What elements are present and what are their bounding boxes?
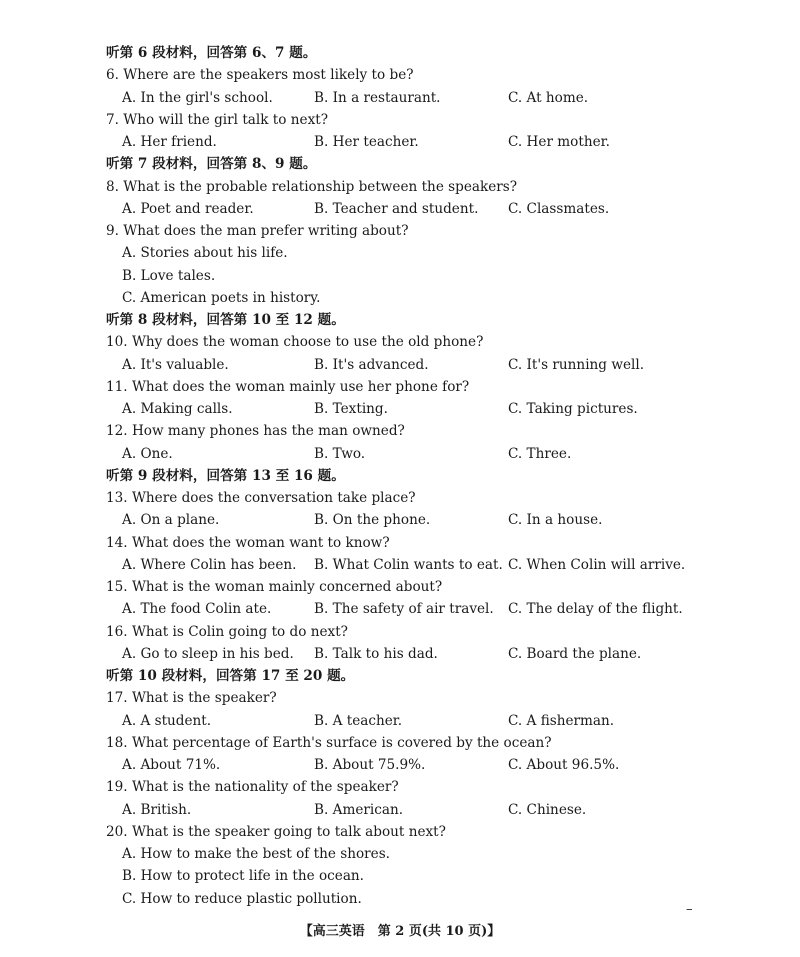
answer-option-a: A. Making calls. <box>122 401 233 417</box>
answer-option-a: A. On a plane. <box>122 512 220 529</box>
answer-option-b: B. In a restaurant. <box>314 89 441 106</box>
question-stem: 17. What is the speaker? <box>106 690 277 707</box>
question-stem: 13. Where does the conversation take place? <box>106 490 416 506</box>
answer-options-row <box>106 509 766 531</box>
answer-option-a: A. Where Colin has been. <box>122 556 297 573</box>
answer-option-a: A. Her friend. <box>122 134 217 150</box>
answer-option-c: C. Taking pictures. <box>508 401 638 417</box>
page-footer: 【高三英语 第 2 页(共 10 页)】 <box>299 924 501 939</box>
answer-option-a: A. British. <box>122 801 192 818</box>
question-list <box>106 42 766 910</box>
answer-options-row <box>106 87 766 109</box>
answer-options-row <box>106 598 766 620</box>
answer-option-a: A. The food Colin ate. <box>122 601 272 618</box>
answer-option-b: B. On the phone. <box>314 512 431 529</box>
answer-option-b: B. American. <box>314 801 404 818</box>
answer-options-row <box>106 710 766 732</box>
answer-option-c: C. It's running well. <box>508 356 645 373</box>
answer-option-a: A. One. <box>122 445 173 462</box>
answer-options-row <box>106 643 766 665</box>
answer-option: C. How to reduce plastic pollution. <box>122 890 362 907</box>
answer-option-b: B. A teacher. <box>314 712 403 729</box>
question-stem: 10. Why does the woman choose to use the old phone? <box>106 334 484 351</box>
answer-option-c: C. The delay of the flight. <box>508 601 683 618</box>
answer-option: B. How to protect life in the ocean. <box>122 868 365 885</box>
question-stem: 8. What is the probable relationship between the speakers? <box>106 178 518 195</box>
section-heading: 听第 9 段材料，回答第 13 至 16 题。 <box>106 467 345 484</box>
answer-options-row <box>106 443 766 465</box>
answer-option-b: B. Her teacher. <box>314 134 419 150</box>
answer-option-a: A. About 71%. <box>122 757 221 773</box>
answer-option-b: B. Two. <box>314 445 366 462</box>
answer-option-b: B. About 75.9%. <box>314 757 426 773</box>
question-stem: 20. What is the speaker going to talk about next? <box>106 823 446 840</box>
question-stem: 19. What is the nationality of the speaker? <box>106 779 399 796</box>
answer-option-b: B. It's advanced. <box>314 356 429 373</box>
question-stem: 6. Where are the speakers most likely to be? <box>106 67 414 84</box>
question-stem: 7. Who will the girl talk to next? <box>106 111 328 128</box>
question-stem: 14. What does the woman want to know? <box>106 534 390 551</box>
question-stem: 15. What is the woman mainly concerned about? <box>106 579 443 595</box>
answer-option-c: C. Chinese. <box>508 801 587 818</box>
section-heading: 听第 8 段材料，回答第 10 至 12 题。 <box>106 312 345 328</box>
answer-options-row <box>106 554 766 576</box>
answer-option: A. How to make the best of the shores. <box>122 846 390 862</box>
corner-mark: – <box>686 902 693 917</box>
answer-option-c: C. Board the plane. <box>508 645 642 662</box>
section-heading: 听第 10 段材料，回答第 17 至 20 题。 <box>106 668 355 684</box>
answer-options-row <box>106 354 766 376</box>
answer-option-c: C. Classmates. <box>508 200 610 217</box>
answer-option-b: B. Talk to his dad. <box>314 645 438 662</box>
answer-option-c: C. At home. <box>508 89 589 106</box>
answer-options-row <box>106 131 766 153</box>
answer-option-b: B. Teacher and student. <box>314 200 479 217</box>
answer-options-row <box>106 198 766 220</box>
question-stem: 12. How many phones has the man owned? <box>106 423 405 440</box>
answer-option-a: A. A student. <box>122 712 212 729</box>
answer-option-c: C. A fisherman. <box>508 712 615 729</box>
answer-option-c: C. When Colin will arrive. <box>508 556 686 573</box>
answer-option-b: B. Texting. <box>314 401 388 417</box>
answer-option-c: C. Her mother. <box>508 134 610 150</box>
answer-options-row <box>106 799 766 821</box>
answer-option: C. American poets in history. <box>122 289 321 306</box>
question-stem: 9. What does the man prefer writing about? <box>106 223 409 239</box>
answer-option: A. Stories about his life. <box>122 245 288 262</box>
answer-option: B. Love tales. <box>122 267 216 284</box>
question-stem: 16. What is Colin going to do next? <box>106 623 348 640</box>
answer-option-a: A. Poet and reader. <box>122 200 254 217</box>
answer-options-row <box>106 398 766 420</box>
answer-option-c: C. In a house. <box>508 512 603 529</box>
answer-option-a: A. Go to sleep in his bed. <box>122 645 294 662</box>
answer-option-c: C. Three. <box>508 445 572 462</box>
answer-option-c: C. About 96.5%. <box>508 757 620 773</box>
section-heading: 听第 7 段材料，回答第 8、9 题。 <box>106 156 317 173</box>
answer-option-a: A. In the girl's school. <box>122 89 273 106</box>
answer-option-b: B. The safety of air travel. <box>314 601 494 618</box>
question-stem: 11. What does the woman mainly use her phone for? <box>106 378 470 395</box>
section-heading: 听第 6 段材料，回答第 6、7 题。 <box>106 45 317 61</box>
question-stem: 18. What percentage of Earth's surface is covered by the ocean? <box>106 734 552 751</box>
answer-options-row <box>106 754 766 776</box>
answer-option-a: A. It's valuable. <box>122 356 229 373</box>
answer-option-b: B. What Colin wants to eat. <box>314 556 503 573</box>
